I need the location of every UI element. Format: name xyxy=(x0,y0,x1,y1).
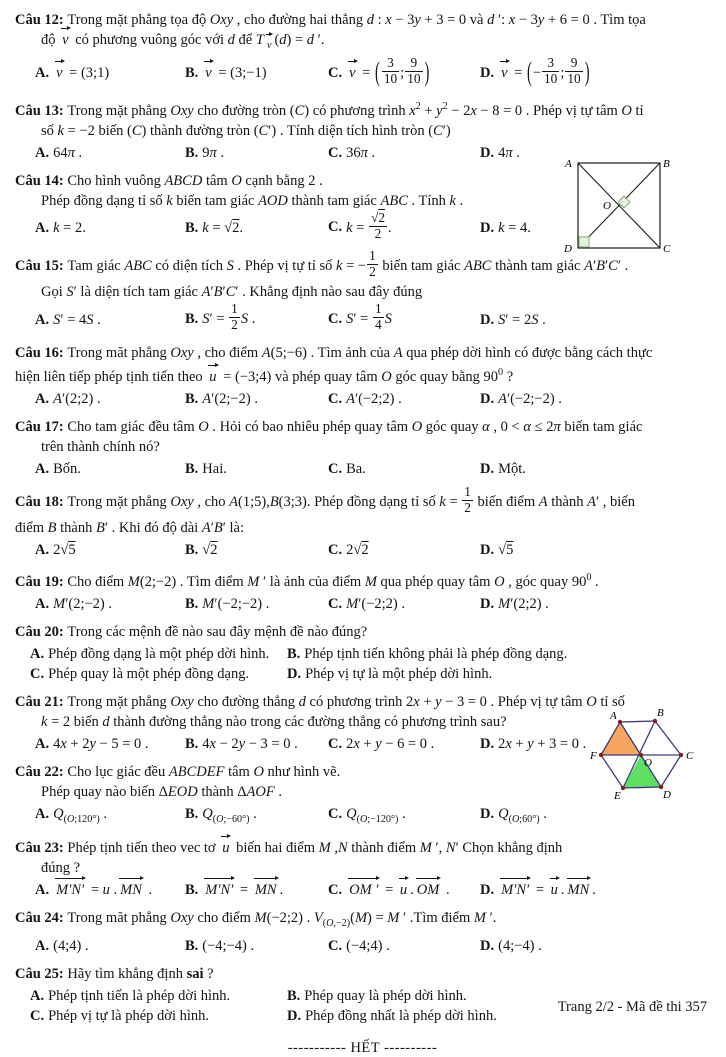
option-B: B. Phép tịnh tiến không phải là phép đồng dạng. xyxy=(287,645,568,662)
option-D: D. A′(−2;−2) . xyxy=(480,391,562,408)
option-B: B. $Q_{(O;-60^\circ)}$ . xyxy=(185,805,257,825)
option-B: B. A′(2;−2) . xyxy=(185,391,258,408)
option-B: B. M′(−2;−2) . xyxy=(185,595,270,612)
option-D: D. 2x + y + 3 = 0 . xyxy=(480,735,587,752)
question-stem: Tam giác ABC có diện tích S . Phép vị tự tỉ số k = − $\frac{1}{2}$ biến tam giác ABC thành tam giác A′B′C′ . xyxy=(67,248,629,280)
question-16 xyxy=(15,343,717,409)
question-23 xyxy=(15,838,717,900)
triangle-AOF xyxy=(601,722,641,755)
question-label: Câu 17: xyxy=(15,419,68,436)
question-line: k = 2 biến d thành đường thẳng nào trong các đường thẳng có phương trình sau? xyxy=(41,713,507,730)
question-line: điểm B thành B′ . Khi đó độ dài A′B′ là: xyxy=(15,519,245,536)
question-stem: Cho lục giác đều ABCDEF tâm O như hình vẽ. xyxy=(67,763,341,780)
question-line: hiện liên tiếp phép tịnh tiến theo u = (−3;4) và phép quay tâm O góc quay bằng $90^0$ ? xyxy=(15,367,514,386)
question-line: Gọi S′ là diện tích tam giác A′B′C′ . Khẳng định nào sau đây đúng xyxy=(41,284,423,301)
question-line xyxy=(15,248,717,282)
question-line xyxy=(15,97,717,121)
question-stem: Cho hình vuông ABCD tâm O cạnh bằng 2 . xyxy=(67,172,323,189)
vertex-label-C: C xyxy=(686,750,694,762)
option-B: B. S′ = $\frac{1}{2}$ S . xyxy=(185,301,256,333)
options-row xyxy=(15,594,717,614)
option-C: C. Phép quay là một phép đồng dạng. xyxy=(30,665,250,682)
options-row xyxy=(15,459,717,479)
question-label: Câu 13: xyxy=(15,102,68,119)
option-A: A. Phép đồng dạng là một phép dời hình. xyxy=(30,645,270,662)
option-D: D. Phép vị tự là một phép dời hình. xyxy=(287,665,493,682)
question-label: Câu 22: xyxy=(15,763,68,780)
option-C: C. v = ( $\frac{3}{10}$ ; $\frac{9}{10}$ ) xyxy=(328,54,430,89)
option-B: B. 4x − 2y − 3 = 0 . xyxy=(185,735,298,752)
question-line: trên thành chính nó? xyxy=(41,439,160,456)
options-row xyxy=(15,804,717,830)
option-A: A. 2√5 xyxy=(35,541,76,558)
end-marker: ----------- HẾT ---------- xyxy=(287,1039,438,1056)
options-row xyxy=(15,301,717,335)
page-footer: Trang 2/2 - Mã đề thi 357 xyxy=(557,999,707,1015)
option-C: C. A′(−2;2) . xyxy=(328,391,402,408)
question-17 xyxy=(15,417,717,479)
option-B: B. Phép quay là phép dời hình. xyxy=(287,987,467,1004)
question-line: độ v có phương vuông góc với d để T $_v$ (d) = d ′. xyxy=(15,30,717,56)
question-label: Câu 25: xyxy=(15,965,68,982)
question-stem: Trong các mệnh đề nào sau đây mệnh đề nào đúng? xyxy=(67,623,368,640)
option-A: A. k = 2. xyxy=(35,220,86,237)
vertex-label-B: B xyxy=(657,707,664,719)
option-D: D. Phép đồng nhất là phép dời hình. xyxy=(287,1007,497,1024)
question-25 xyxy=(15,964,717,1026)
question-20 xyxy=(15,622,717,684)
question-line xyxy=(15,10,717,30)
question-line xyxy=(15,622,717,642)
option-C: C. OM ′ = u . OM . xyxy=(328,881,450,898)
vertex-label-E: E xyxy=(614,790,621,802)
vertex-label-D: D xyxy=(564,243,572,255)
question-line: đúng ? xyxy=(41,859,81,876)
question-15 xyxy=(15,248,717,335)
option-D: D. k = 4. xyxy=(480,220,531,237)
option-B: B. 9π . xyxy=(185,144,225,161)
options-row xyxy=(15,540,717,560)
question-line xyxy=(15,484,717,518)
option-D: D. M′(2;2) . xyxy=(480,595,549,612)
question-stem: Trong mặt phẳng Oxy cho đường tròn (C) có phương trình $x^2 + y^2 - 2x - 8 = 0$ . Phép vị tự tâm O tỉ xyxy=(67,100,644,119)
option-B: B. Hai. xyxy=(185,461,227,478)
option-D: D. 4π . xyxy=(480,144,520,161)
center-label-O: O xyxy=(603,200,611,212)
question-stem: Hãy tìm khẳng định sai ? xyxy=(67,965,214,982)
question-label: Câu 23: xyxy=(15,839,68,856)
option-D: D. Một. xyxy=(480,461,526,478)
right-angle-marker-D xyxy=(579,237,589,247)
option-B: B. k = √2. xyxy=(185,220,243,237)
question-stem: Trong mặt phẳng tọa độ Oxy , cho đường hai thẳng d : x − 3y + 3 = 0 và d ′: x − 3y + 6 = 0 . Tìm tọa xyxy=(67,12,646,28)
question-label: Câu 16: xyxy=(15,345,68,362)
options-row xyxy=(15,880,717,900)
question-label: Câu 12: xyxy=(15,12,68,28)
question-label: Câu 21: xyxy=(15,693,68,710)
option-D: D. (4;−4) . xyxy=(480,937,542,954)
option-B: B. v = (3;−1) xyxy=(185,65,267,82)
option-A: A. M′(2;−2) . xyxy=(35,595,112,612)
question-label: Câu 19: xyxy=(15,573,68,590)
option-A: A. Bốn. xyxy=(35,461,81,478)
option-A: A. 4x + 2y − 5 = 0 . xyxy=(35,735,149,752)
question-line: Phép quay nào biến ΔEOD thành ΔAOF . xyxy=(41,783,282,800)
option-A: A. $Q_{(O;120^\circ)}$ . xyxy=(35,805,107,825)
question-stem: Trong mặt phẳng Oxy , cho A(1;5),B(3;3). Phép đồng dạng tỉ số k = $\frac{1}{2}$ biến điểm A thành A′ , biến xyxy=(67,484,635,515)
option-C: C. 2x + y − 6 = 0 . xyxy=(328,735,435,752)
question-13 xyxy=(15,97,717,163)
option-A: A. M′N′ = u . MN . xyxy=(35,881,153,898)
options-row xyxy=(15,389,717,409)
vertex-label-C: C xyxy=(663,243,671,255)
option-D: D. √5 xyxy=(480,541,514,558)
question-line xyxy=(15,568,717,592)
question-18 xyxy=(15,484,717,560)
vertex-label-A: A xyxy=(610,710,617,722)
vertex-label-D: D xyxy=(663,789,671,801)
vertex-label-F: F xyxy=(590,750,597,762)
option-C: C. 2√2 xyxy=(328,541,369,558)
option-A: A. (4;4) . xyxy=(35,937,89,954)
hexagon-figure xyxy=(586,698,725,806)
question-stem: Cho tam giác đều tâm O . Hỏi có bao nhiêu phép quay tâm O góc quay α , 0 < α ≤ 2π biến tam giác xyxy=(67,419,643,436)
question-stem: Cho điểm M(2;−2) . Tìm điểm M ′ là ảnh của điểm M qua phép quay tâm O , góc quay $90^0$ . xyxy=(67,571,599,590)
option-D: D. S′ = 2S . xyxy=(480,311,546,328)
question-stem: Phép tịnh tiến theo vec tơ u biến hai điểm M ,N thành điểm M ′, N′ Chọn khẳng định xyxy=(67,839,563,856)
option-A: A. Phép tịnh tiến là phép dời hình. xyxy=(30,987,231,1004)
question-line: số k = −2 biến (C) thành đường tròn (C′) . Tính diện tích hình tròn (C′) xyxy=(41,122,451,139)
option-A: A. S′ = 4S . xyxy=(35,311,101,328)
question-line xyxy=(15,417,717,437)
question-line xyxy=(15,964,717,984)
triangle-EOD xyxy=(623,755,661,788)
question-label: Câu 18: xyxy=(15,493,68,510)
option-C: C. S′ = $\frac{1}{4}$ S xyxy=(328,301,392,333)
question-stem: Trong mặt phẳng Oxy cho đường thẳng d có phương trình 2x + y − 3 = 0 . Phép vị tự tâm O tỉ số xyxy=(67,693,625,710)
option-C: C. M′(−2;2) . xyxy=(328,595,405,612)
option-C: C. $Q_{(O;-120^\circ)}$ . xyxy=(328,805,406,825)
square-figure xyxy=(558,154,726,256)
vertex-label-A: A xyxy=(565,158,572,170)
question-line xyxy=(15,343,717,363)
question-line xyxy=(15,838,717,858)
option-C: C. k = $\frac{√2}{2}$ . xyxy=(328,209,392,241)
question-19 xyxy=(15,568,717,614)
question-12 xyxy=(15,10,717,89)
question-label: Câu 15: xyxy=(15,258,68,275)
option-B: B. √2 xyxy=(185,541,218,558)
option-D: D. v = (− $\frac{3}{10}$ ; $\frac{9}{10}$ ) xyxy=(480,54,590,89)
option-C: C. Ba. xyxy=(328,461,366,478)
option-C: C. Phép vị tự là phép dời hình. xyxy=(30,1007,210,1024)
option-B: B. M′N′ = MN . xyxy=(185,881,284,898)
question-line xyxy=(15,908,717,934)
option-A: A. 64π . xyxy=(35,144,83,161)
question-stem: Trong măt phẳng Oxy , cho điểm A(5;−6) . Tìm ảnh của A qua phép dời hình có được bằng cách thực xyxy=(67,345,653,362)
vertex-label-B: B xyxy=(663,158,670,170)
options-row xyxy=(15,54,717,89)
options-row xyxy=(15,936,717,956)
option-C: C. 36π . xyxy=(328,144,376,161)
option-A: A. A′(2;2) . xyxy=(35,391,101,408)
option-B: B. (−4;−4) . xyxy=(185,937,255,954)
question-stem: Trong măt phẳng Oxy cho điểm M(−2;2) . $V_{(O,-2)}(M) = M$ ′ .Tìm điểm M ′. xyxy=(67,909,497,929)
option-D: D. $Q_{(O;60^\circ)}$ . xyxy=(480,805,547,825)
option-A: A. v = (3;1) xyxy=(35,65,110,82)
option-C: C. (−4;4) . xyxy=(328,937,390,954)
question-24 xyxy=(15,908,717,956)
question-label: Câu 20: xyxy=(15,623,68,640)
center-label-O: O xyxy=(644,757,652,769)
options-row xyxy=(15,644,717,684)
option-D: D. M′N′ = u . MN . xyxy=(480,881,596,898)
question-line: Phép đồng dạng tỉ số k biến tam giác AOD thành tam giác ABC . Tính k . xyxy=(41,192,464,209)
question-label: Câu 14: xyxy=(15,172,68,189)
question-label: Câu 24: xyxy=(15,909,68,926)
